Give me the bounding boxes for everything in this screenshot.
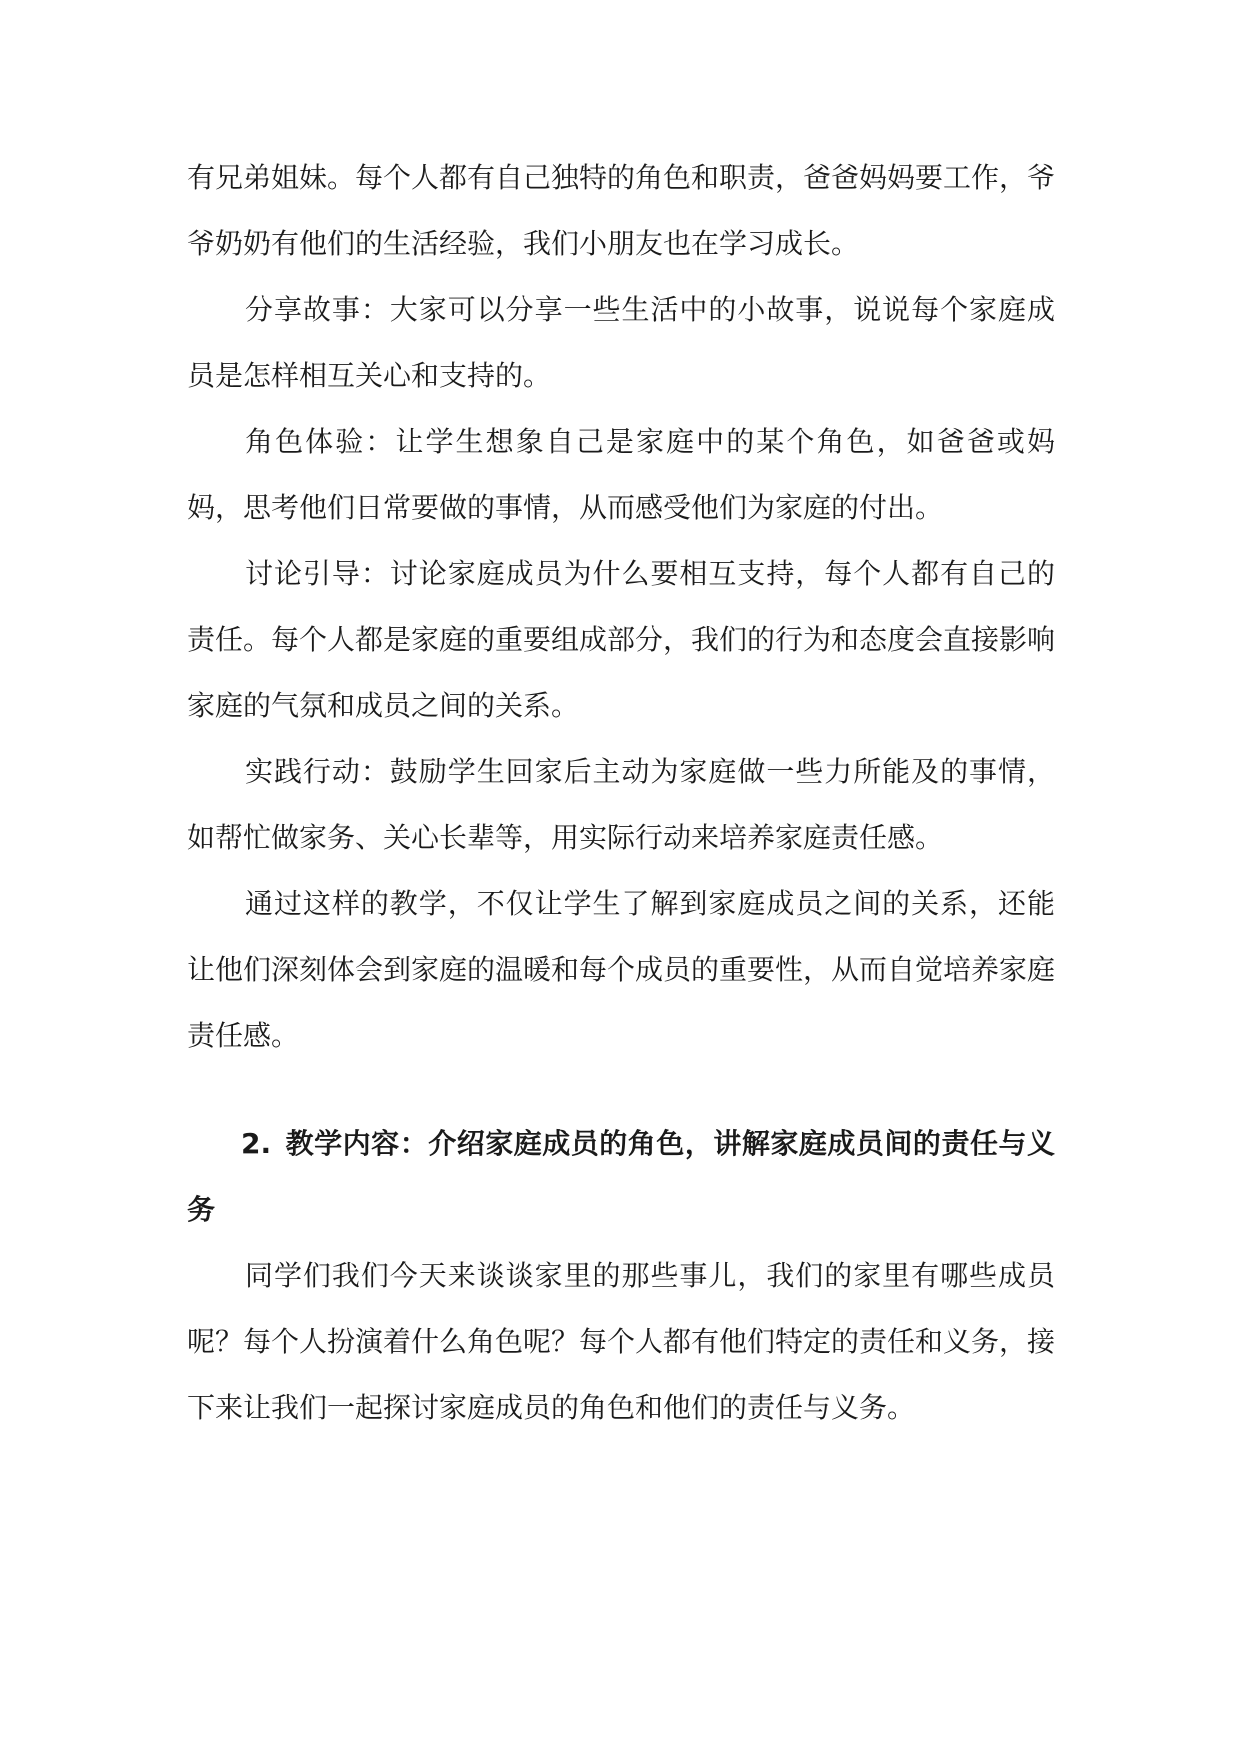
paragraph-share-story: 分享故事：大家可以分享一些生活中的小故事，说说每个家庭成员是怎样相互关心和支持的。 [187, 293, 1055, 392]
document-body [187, 145, 1055, 1441]
section-title: 教学内容：介绍家庭成员的角色，讲解家庭成员间的责任与义务 [187, 1127, 1055, 1226]
paragraph-summary: 通过这样的教学，不仅让学生了解到家庭成员之间的关系，还能让他们深刻体会到家庭的温暖和每个成员的重要性，从而自觉培养家庭责任感。 [187, 887, 1056, 1052]
paragraph-role-experience: 角色体验：让学生想象自己是家庭中的某个角色，如爸爸或妈妈，思考他们日常要做的事情，从而感受他们为家庭的付出。 [187, 425, 1055, 524]
paragraph-discussion-guide: 讨论引导：讨论家庭成员为什么要相互支持，每个人都有自己的责任。每个人都是家庭的重要组成部分，我们的行为和态度会直接影响家庭的气氛和成员之间的关系。 [187, 557, 1056, 722]
section-heading [187, 1111, 1055, 1243]
paragraph-practice-action: 实践行动：鼓励学生回家后主动为家庭做一些力所能及的事情，如帮忙做家务、关心长辈等，用实际行动来培养家庭责任感。 [187, 755, 1055, 854]
section-number: 2. [241, 1127, 272, 1160]
paragraph-section-intro: 同学们我们今天来谈谈家里的那些事儿，我们的家里有哪些成员呢？每个人扮演着什么角色呢？每个人都有他们特定的责任和义务，接下来让我们一起探讨家庭成员的角色和他们的责任与义务。 [187, 1259, 1056, 1424]
paragraph-continuation: 有兄弟姐妹。每个人都有自己独特的角色和职责，爸爸妈妈要工作，爷爷奶奶有他们的生活经验，我们小朋友也在学习成长。 [187, 161, 1056, 260]
